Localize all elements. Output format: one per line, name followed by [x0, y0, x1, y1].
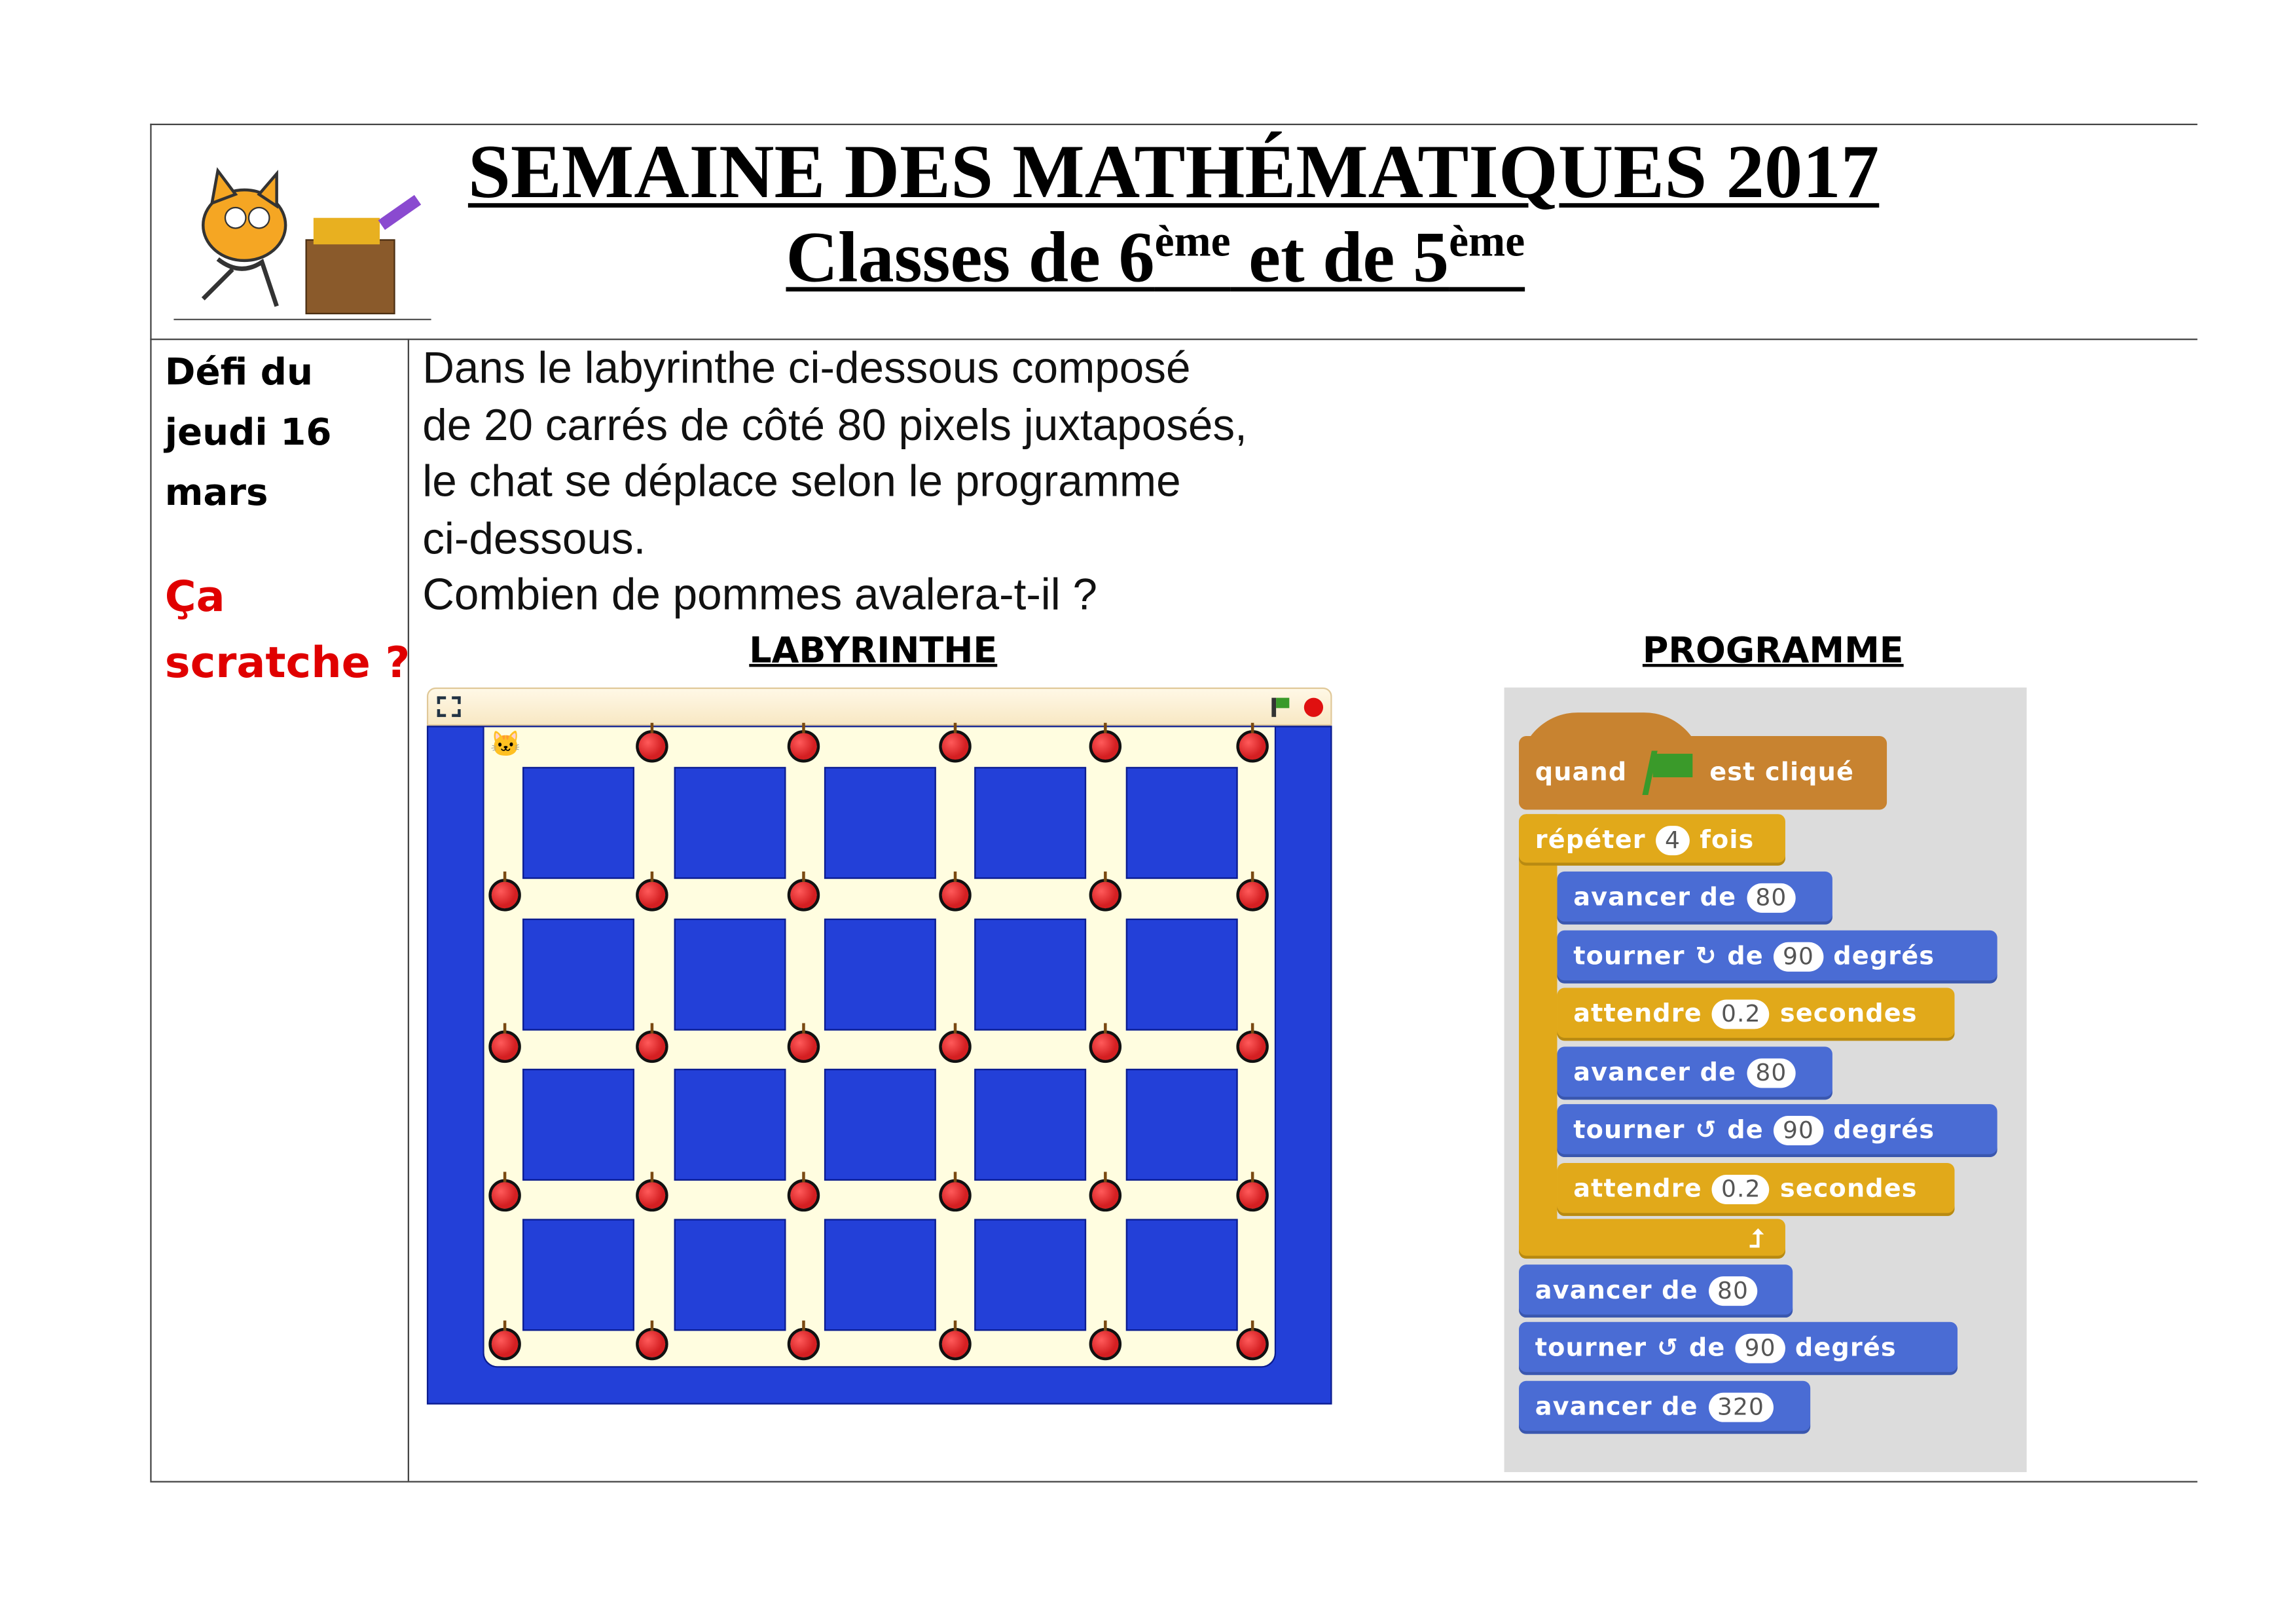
challenge-date	[165, 342, 332, 523]
date-line: jeudi 16	[164, 411, 332, 454]
block-label: attendre	[1573, 1174, 1702, 1204]
cat-sprite: 🐱	[490, 730, 522, 758]
apple	[788, 1179, 820, 1211]
table-divider	[150, 339, 2197, 340]
table-border-left	[150, 124, 151, 1481]
apple	[636, 730, 668, 762]
maze-wall-square	[1126, 919, 1238, 1031]
maze-wall-square	[824, 767, 936, 879]
block-label: quand	[1535, 758, 1628, 788]
maze-wall-square	[974, 1219, 1086, 1331]
repeat-block[interactable]	[1519, 814, 1785, 866]
apple	[488, 1328, 520, 1360]
superscript: ème	[1154, 217, 1231, 267]
turn-clockwise-icon: ↻	[1695, 942, 1717, 972]
wait-block[interactable]	[1557, 987, 1954, 1041]
maze-wall-square	[522, 1219, 634, 1331]
when-flag-clicked-block[interactable]	[1519, 736, 1887, 809]
move-block[interactable]	[1519, 1381, 1810, 1434]
block-label: est cliqué	[1709, 758, 1855, 788]
block-label: avancer de	[1573, 883, 1737, 913]
turn-counterclockwise-icon: ↺	[1695, 1116, 1717, 1146]
maze-wall-square	[522, 919, 634, 1031]
fullscreen-icon[interactable]	[437, 696, 461, 716]
repeat-count-input[interactable]: 4	[1656, 825, 1689, 855]
maze-wall-square	[674, 1069, 786, 1181]
steps-input[interactable]: 80	[1747, 883, 1796, 913]
stage-toolbar	[427, 688, 1332, 726]
block-label: fois	[1700, 825, 1755, 855]
apple	[1236, 1328, 1268, 1360]
column-divider	[408, 339, 409, 1481]
degrees-input[interactable]: 90	[1774, 942, 1823, 972]
subtitle-part: Classes de 6	[786, 216, 1155, 298]
apple	[1236, 879, 1268, 911]
degrees-input[interactable]: 90	[1774, 1116, 1823, 1145]
statement-line: Dans le labyrinthe ci-dessous composé	[422, 344, 1191, 394]
apple	[488, 879, 520, 911]
apple	[488, 1179, 520, 1211]
page-subtitle	[786, 215, 1525, 299]
maze-wall-square	[974, 1069, 1086, 1181]
block-label: répéter	[1535, 825, 1646, 855]
apple	[788, 1031, 820, 1063]
maze-wall-square	[1126, 1069, 1238, 1181]
date-line: Défi du	[164, 350, 314, 394]
degrees-input[interactable]: 90	[1736, 1334, 1785, 1363]
green-flag-icon	[1642, 751, 1695, 795]
subtitle-part: et de 5	[1230, 216, 1449, 298]
superscript: ème	[1449, 217, 1525, 267]
maze-wall-square	[974, 767, 1086, 879]
maze-wall-square	[1126, 767, 1238, 879]
apple	[1089, 1328, 1121, 1360]
apple	[1089, 1179, 1121, 1211]
apple	[636, 879, 668, 911]
steps-input[interactable]: 320	[1708, 1393, 1773, 1422]
page-title: SEMAINE DES MATHÉMATIQUES 2017	[467, 131, 1880, 215]
turn-right-block[interactable]	[1557, 931, 1997, 984]
table-border-top	[150, 124, 2197, 125]
statement-line: ci-dessous.	[422, 514, 646, 563]
block-label: tourner	[1573, 1116, 1685, 1146]
statement-line: de 20 carrés de côté 80 pixels juxtaposés,	[422, 401, 1247, 450]
block-label: tourner	[1573, 942, 1685, 972]
block-label: de	[1688, 1333, 1726, 1363]
apple	[788, 1328, 820, 1360]
maze-heading: LABYRINTHE	[749, 630, 998, 672]
repeat-arm	[1519, 814, 1557, 1255]
apple	[788, 730, 820, 762]
maze-wall-square	[1126, 1219, 1238, 1331]
block-label: de	[1727, 942, 1764, 972]
block-label: attendre	[1573, 999, 1702, 1029]
block-label: degrés	[1833, 1116, 1935, 1146]
block-label: avancer de	[1535, 1392, 1698, 1422]
maze-wall-square	[974, 919, 1086, 1031]
maze-wall-square	[674, 919, 786, 1031]
block-label: secondes	[1779, 1174, 1918, 1204]
seconds-input[interactable]: 0.2	[1713, 1175, 1770, 1204]
move-block[interactable]	[1519, 1264, 1793, 1318]
seconds-input[interactable]: 0.2	[1713, 999, 1770, 1029]
table-border-bottom	[150, 1481, 2197, 1483]
wait-block[interactable]	[1557, 1163, 1954, 1216]
move-block[interactable]	[1557, 1046, 1832, 1099]
apple	[1089, 1031, 1121, 1063]
maze-wall-square	[824, 919, 936, 1031]
green-flag-icon[interactable]	[1271, 698, 1276, 717]
block-label: avancer de	[1573, 1058, 1737, 1088]
problem-statement	[422, 342, 1247, 625]
date-line: mars	[164, 471, 268, 514]
apple	[1236, 1031, 1268, 1063]
block-label: tourner	[1535, 1333, 1647, 1363]
statement-line: Combien de pommes avalera-t-il ?	[422, 571, 1098, 620]
turn-left-block[interactable]	[1557, 1104, 1997, 1157]
move-block[interactable]	[1557, 872, 1832, 925]
program-heading: PROGRAMME	[1642, 630, 1904, 672]
block-label: degrés	[1833, 942, 1935, 972]
block-label: degrés	[1795, 1333, 1897, 1363]
apple	[1236, 730, 1268, 762]
scratch-cat-logo	[173, 159, 431, 321]
steps-input[interactable]: 80	[1708, 1276, 1757, 1306]
apple	[939, 1179, 971, 1211]
maze-wall-square	[824, 1069, 936, 1181]
apple	[1089, 730, 1121, 762]
block-label: secondes	[1779, 999, 1918, 1029]
apple	[788, 879, 820, 911]
apple	[636, 1328, 668, 1360]
apple	[939, 1328, 971, 1360]
turn-counterclockwise-icon: ↺	[1656, 1333, 1679, 1363]
block-label: avancer de	[1535, 1276, 1698, 1306]
apple	[939, 1031, 971, 1063]
turn-left-block[interactable]	[1519, 1322, 1958, 1375]
maze-wall-square	[824, 1219, 936, 1331]
stop-icon[interactable]	[1304, 698, 1323, 717]
repeat-end	[1519, 1219, 1785, 1259]
steps-input[interactable]: 80	[1747, 1058, 1796, 1088]
apple	[636, 1179, 668, 1211]
loop-arrow-icon: ⮥	[1749, 1224, 1765, 1254]
maze-stage	[427, 726, 1332, 1404]
challenge-name-line: Ça	[164, 571, 225, 621]
maze-wall-square	[522, 767, 634, 879]
challenge-name	[165, 564, 410, 696]
maze-wall-square	[522, 1069, 634, 1181]
apple	[636, 1031, 668, 1063]
statement-line: le chat se déplace selon le programme	[422, 458, 1181, 507]
challenge-name-line: scratche ?	[164, 637, 410, 688]
apple	[939, 879, 971, 911]
apple	[1089, 879, 1121, 911]
block-label: de	[1727, 1116, 1764, 1146]
apple	[939, 730, 971, 762]
maze-wall-square	[674, 1219, 786, 1331]
maze-wall-square	[674, 767, 786, 879]
apple	[1236, 1179, 1268, 1211]
apple	[488, 1031, 520, 1063]
